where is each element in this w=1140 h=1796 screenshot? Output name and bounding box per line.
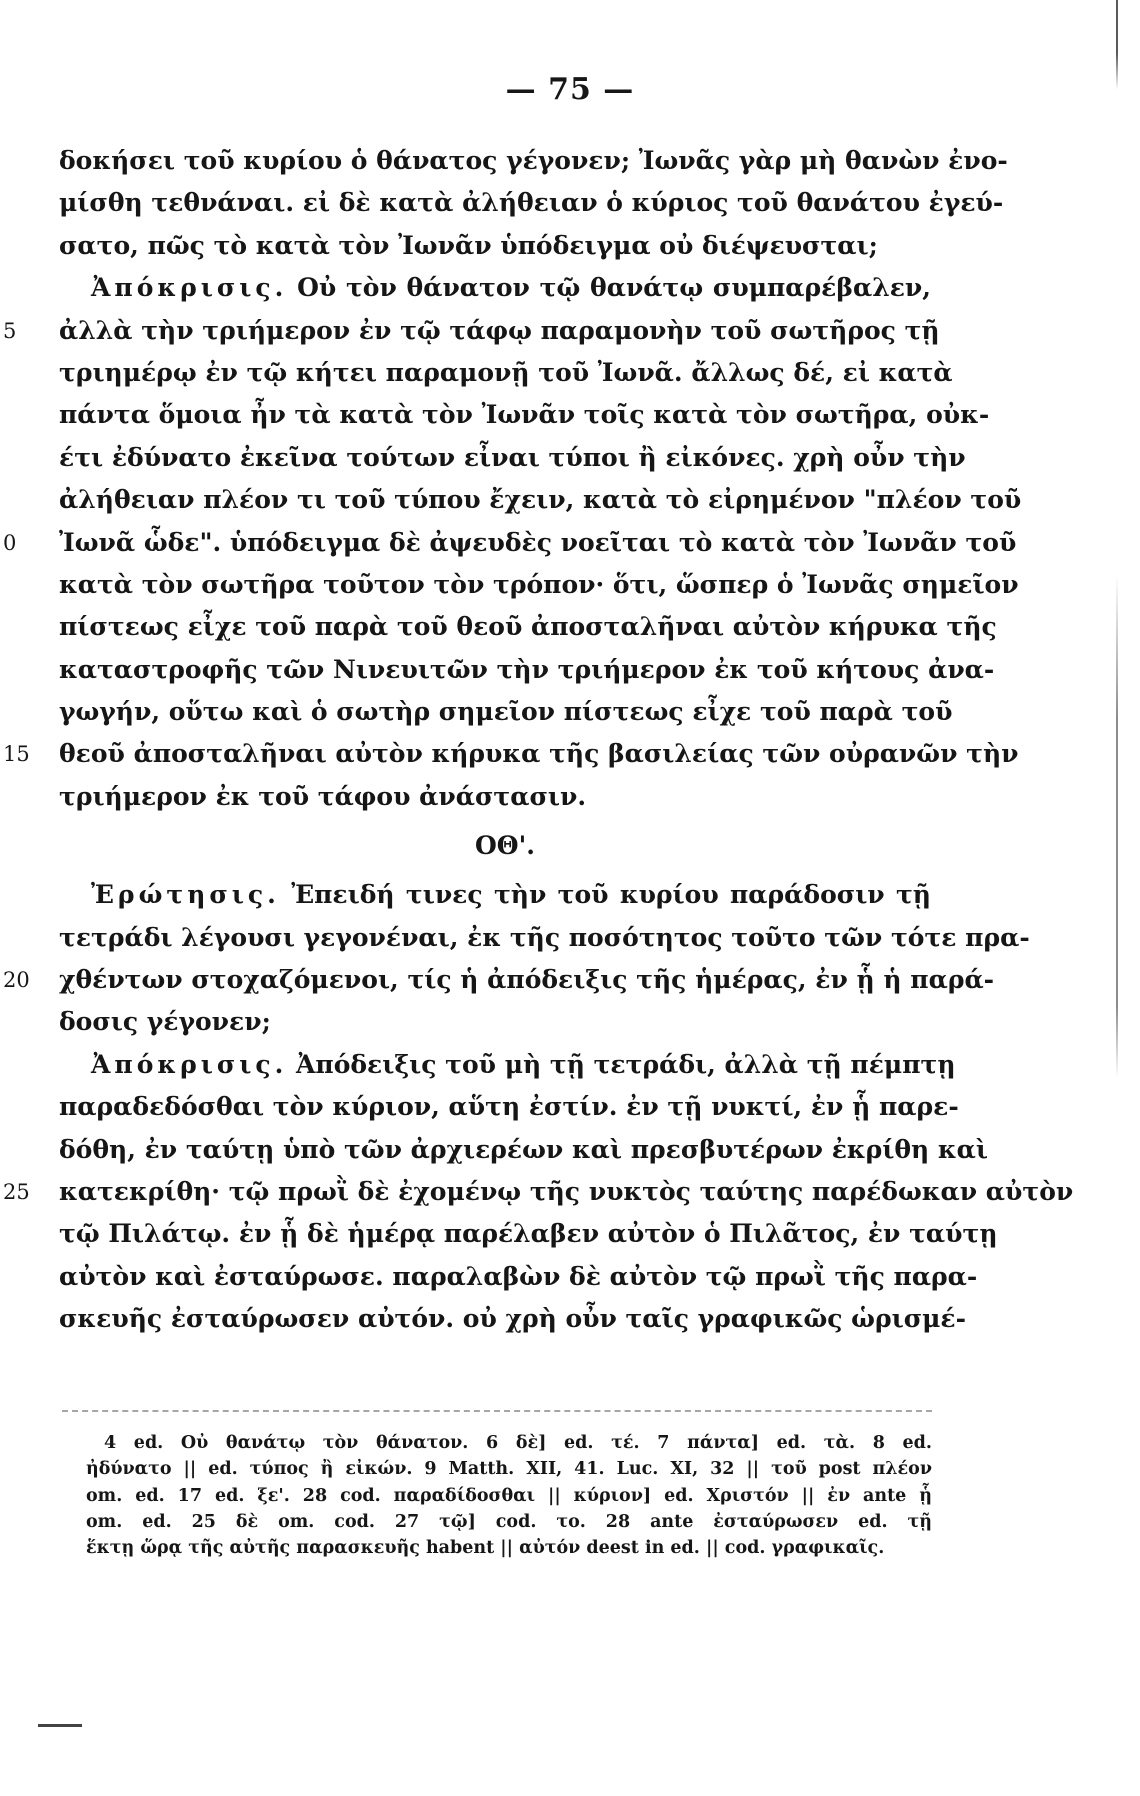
text-line <box>3 522 1017 564</box>
line-text: πάντα ὅμοια ἦν τὰ κατὰ τὸν Ἰωνᾶν τοῖς κατὰ τὸν σωτῆρα, οὐκ- <box>59 400 990 430</box>
page-edge-line <box>1116 0 1118 1796</box>
line-text: δοκήσει τοῦ κυρίου ὁ θάνατος γέγονεν; Ἰωνᾶς γὰρ μὴ θανὼν ἐνο- <box>59 146 1008 175</box>
text-line <box>59 1129 989 1171</box>
line-text: Οὐ τὸν θάνατον τῷ θανάτῳ συμπαρέβαλεν, <box>297 273 931 303</box>
text-line <box>59 182 1004 224</box>
line-text: κατὰ τὸν σωτῆρα τοῦτον τὸν τρόπον· ὅτι, ὥσπερ ὁ Ἰωνᾶς σημεῖον <box>59 569 1019 599</box>
line-text: σατο, πῶς τὸ κατὰ τὸν Ἰωνᾶν ὑπόδειγμα οὐ διέψευσται; <box>59 230 878 260</box>
footnote-line: om. ed. 17 ed. ξε'. 28 cod. παραδίδοσθαι || κύριον] ed. Χριστόν || ἐν ante ᾗ <box>86 1485 932 1506</box>
dialogue-label: Ἀπόκρισις. <box>91 1049 288 1079</box>
critical-apparatus <box>86 1430 932 1561</box>
line-text: τῷ Πιλάτῳ. ἐν ᾗ δὲ ἡμέρᾳ παρέλαβεν αὐτὸν ὁ Πιλᾶτος, ἐν ταύτῃ <box>59 1219 998 1249</box>
text-line <box>59 1086 959 1128</box>
dialogue-label: Ἐρώτησις. <box>91 880 280 910</box>
line-text: χθέντων στοχαζόμενοι, τίς ἡ ἀπόδειξις τῆς ἡμέρας, ἐν ᾗ ἡ παρά- <box>59 965 995 995</box>
page-number: — 75 — <box>505 72 635 107</box>
text-line <box>59 691 953 733</box>
footnote-line: 4 ed. Οὐ θανάτῳ τὸν θάνατον. 6 δὲ] ed. τέ. 7 πάντα] ed. τὰ. 8 ed. <box>104 1433 932 1453</box>
line-text: Ἰωνᾶ ὧδε". ὑπόδειγμα δὲ ἀψευδὲς νοεῖται τὸ κατὰ τὸν Ἰωνᾶν τοῦ <box>59 527 1017 557</box>
text-line <box>59 352 953 394</box>
text-line <box>59 564 1019 606</box>
text-line <box>59 776 931 818</box>
text-line <box>59 140 1008 182</box>
line-number: 15 <box>3 742 30 767</box>
text-line <box>3 1171 1074 1213</box>
text-line <box>59 874 931 916</box>
text-line <box>59 225 931 267</box>
line-text: πίστεως εἶχε τοῦ παρὰ τοῦ θεοῦ ἀποσταλῆναι αὐτὸν κήρυκα τῆς <box>59 612 997 642</box>
text-line <box>3 959 995 1001</box>
text-line <box>59 1001 931 1043</box>
text-line <box>59 479 1022 521</box>
question-79 <box>3 874 1074 1340</box>
question-78-answer <box>3 140 1022 818</box>
line-text: κατεκρίθη· τῷ πρωῒ δὲ ἐχομένῳ τῆς νυκτὸς ταύτης παρέδωκαν αὐτὸν <box>59 1176 1074 1206</box>
line-number: 20 <box>3 968 30 993</box>
line-text: τριημέρῳ ἐν τῷ κήτει παραμονῇ τοῦ Ἰωνᾶ. ἄλλως δέ, εἰ κατὰ <box>59 357 953 387</box>
footnote-line: ἠδύνατο || ed. τύπος ἢ εἰκών. 9 Matth. XII, 41. Luc. XI, 32 || τοῦ post πλέον <box>86 1459 932 1480</box>
text-line <box>59 1044 956 1086</box>
line-number: 0 <box>3 530 17 555</box>
text-line <box>59 1213 998 1255</box>
line-text: γωγήν, οὕτω καὶ ὁ σωτὴρ σημεῖον πίστεως εἶχε τοῦ παρὰ τοῦ <box>59 697 953 727</box>
line-text: τετράδι λέγουσι γεγονέναι, ἐκ τῆς ποσότητος τοῦτο τῶν τότε πρα- <box>59 922 1030 952</box>
dialogue-label: Ἀπόκρισις. <box>91 273 288 303</box>
text-line <box>59 267 931 309</box>
text-line <box>59 394 990 436</box>
line-text: δοσις γέγονεν; <box>59 1007 271 1037</box>
line-text: ἀλλὰ τὴν τριήμερον ἐν τῷ τάφῳ παραμονὴν τοῦ σωτῆρος τῇ <box>59 315 940 345</box>
text-line <box>59 437 966 479</box>
line-text: σκευῆς ἐσταύρωσεν αὐτόν. οὐ χρὴ οὖν ταῖς γραφικῶς ὡρισμέ- <box>59 1304 967 1334</box>
line-text: ἀλήθειαν πλέον τι τοῦ τύπου ἔχειν, κατὰ τὸ εἰρημένον "πλέον τοῦ <box>59 485 1022 515</box>
text-line <box>3 310 940 352</box>
line-number: 25 <box>3 1179 30 1204</box>
line-text: Ἐπειδή τινες τὴν τοῦ κυρίου παράδοσιν τῇ <box>291 880 931 910</box>
margin-mark <box>38 1724 82 1727</box>
text-line <box>59 1256 978 1298</box>
text-line <box>59 649 995 691</box>
text-line <box>59 917 1030 959</box>
text-line <box>59 1298 967 1340</box>
line-text: μίσθη τεθνάναι. εἰ δὲ κατὰ ἀλήθειαν ὁ κύριος τοῦ θανάτου ἐγεύ- <box>59 188 1004 218</box>
footnote-line: om. ed. 25 δὲ om. cod. 27 τῷ] cod. το. 28 ante ἐσταύρωσεν ed. τῇ <box>86 1511 932 1532</box>
footnote-separator <box>62 1410 932 1412</box>
main-text <box>3 140 1074 1341</box>
line-text: καταστροφῆς τῶν Νινευιτῶν τὴν τριήμερον ἐκ τοῦ κήτους ἀνα- <box>59 654 995 684</box>
footnote-line: ἕκτῃ ὥρᾳ τῆς αὐτῆς παρασκευῆς habent || αὐτόν deest in ed. || cod. γραφικαῖς. <box>86 1538 885 1559</box>
line-text: παραδεδόσθαι τὸν κύριον, αὕτη ἐστίν. ἐν τῇ νυκτί, ἐν ᾗ παρε- <box>59 1092 959 1122</box>
line-text: έτι ἐδύνατο ἐκεῖνα τούτων εἶναι τύποι ἢ εἰκόνες. χρὴ οὖν τὴν <box>59 442 966 472</box>
line-text: τριήμερον ἐκ τοῦ τάφου ἀνάστασιν. <box>59 781 587 811</box>
text-line <box>59 606 997 648</box>
line-text: Ἀπόδειξις τοῦ μὴ τῇ τετράδι, ἀλλὰ τῇ πέμπτῃ <box>296 1049 956 1079</box>
line-number: 5 <box>3 318 17 343</box>
line-text: δόθη, ἐν ταύτῃ ὑπὸ τῶν ἀρχιερέων καὶ πρεσβυτέρων ἐκρίθη καὶ <box>59 1134 989 1164</box>
line-text: θεοῦ ἀποσταλῆναι αὐτὸν κήρυκα τῆς βασιλείας τῶν οὐρανῶν τὴν <box>59 739 1019 769</box>
section-heading: ΟΘ'. <box>475 831 535 861</box>
line-text: αὐτὸν καὶ ἐσταύρωσε. παραλαβὼν δὲ αὐτὸν τῷ πρωῒ τῆς παρα- <box>59 1261 978 1291</box>
text-line <box>3 733 1019 775</box>
